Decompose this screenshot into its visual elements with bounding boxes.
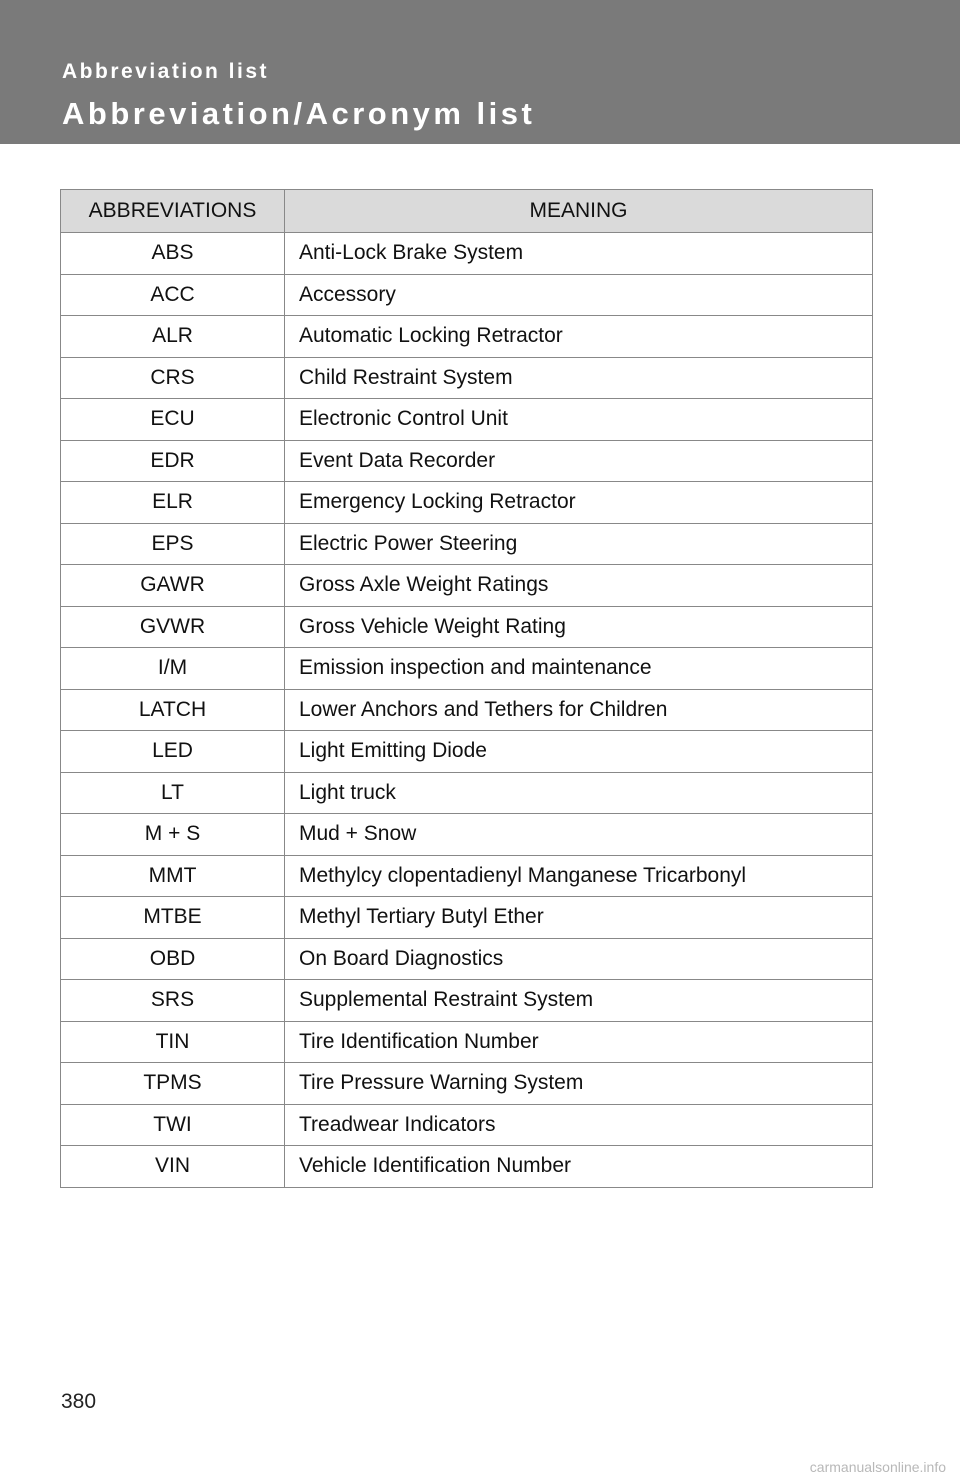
table-header-row	[61, 190, 873, 233]
abbreviation-cell: TIN	[61, 1021, 285, 1063]
abbreviation-cell: I/M	[61, 648, 285, 690]
meaning-cell: Gross Vehicle Weight Rating	[285, 606, 873, 648]
meaning-cell: Lower Anchors and Tethers for Children	[285, 689, 873, 731]
meaning-cell: Event Data Recorder	[285, 440, 873, 482]
table-row	[61, 523, 873, 565]
meaning-cell: Gross Axle Weight Ratings	[285, 565, 873, 607]
table-row	[61, 233, 873, 275]
abbreviation-cell: VIN	[61, 1146, 285, 1188]
table-row	[61, 772, 873, 814]
watermark: carmanualsonline.info	[809, 1459, 946, 1475]
abbreviation-cell: GVWR	[61, 606, 285, 648]
table-row	[61, 731, 873, 773]
abbreviation-cell: EPS	[61, 523, 285, 565]
meaning-cell: Tire Identification Number	[285, 1021, 873, 1063]
table-row	[61, 565, 873, 607]
abbreviation-cell: MMT	[61, 855, 285, 897]
abbreviation-cell: LATCH	[61, 689, 285, 731]
meaning-cell: Light truck	[285, 772, 873, 814]
meaning-cell: On Board Diagnostics	[285, 938, 873, 980]
abbreviation-cell: TPMS	[61, 1063, 285, 1105]
column-header-meaning: MEANING	[285, 190, 873, 233]
meaning-cell: Emission inspection and maintenance	[285, 648, 873, 690]
meaning-cell: Vehicle Identification Number	[285, 1146, 873, 1188]
meaning-cell: Treadwear Indicators	[285, 1104, 873, 1146]
meaning-cell: Supplemental Restraint System	[285, 980, 873, 1022]
table-row	[61, 814, 873, 856]
meaning-cell: Methylcy clopentadienyl Manganese Tricarbonyl	[285, 855, 873, 897]
meaning-cell: Light Emitting Diode	[285, 731, 873, 773]
abbreviation-table	[60, 189, 873, 1188]
abbreviation-cell: CRS	[61, 357, 285, 399]
table-row	[61, 1063, 873, 1105]
table-row	[61, 606, 873, 648]
table-row	[61, 482, 873, 524]
page-header	[0, 0, 960, 144]
abbreviation-cell: ECU	[61, 399, 285, 441]
abbreviation-cell: MTBE	[61, 897, 285, 939]
column-header-abbreviations: ABBREVIATIONS	[61, 190, 285, 233]
table-row	[61, 689, 873, 731]
page-title: Abbreviation/Acronym list	[62, 96, 536, 131]
abbreviation-cell: SRS	[61, 980, 285, 1022]
abbreviation-cell: EDR	[61, 440, 285, 482]
meaning-cell: Methyl Tertiary Butyl Ether	[285, 897, 873, 939]
abbreviation-cell: TWI	[61, 1104, 285, 1146]
table-row	[61, 316, 873, 358]
abbreviation-cell: OBD	[61, 938, 285, 980]
abbreviation-cell: ACC	[61, 274, 285, 316]
table-row	[61, 357, 873, 399]
table-row	[61, 980, 873, 1022]
table-row	[61, 1104, 873, 1146]
abbreviation-cell: LED	[61, 731, 285, 773]
meaning-cell: Emergency Locking Retractor	[285, 482, 873, 524]
table-row	[61, 1021, 873, 1063]
table-row	[61, 648, 873, 690]
abbreviation-cell: LT	[61, 772, 285, 814]
table-row	[61, 897, 873, 939]
section-title: Abbreviation list	[62, 60, 270, 83]
meaning-cell: Anti-Lock Brake System	[285, 233, 873, 275]
table-row	[61, 855, 873, 897]
meaning-cell: Child Restraint System	[285, 357, 873, 399]
meaning-cell: Mud + Snow	[285, 814, 873, 856]
table-row	[61, 440, 873, 482]
abbreviation-cell: ALR	[61, 316, 285, 358]
table-row	[61, 938, 873, 980]
table-row	[61, 399, 873, 441]
meaning-cell: Accessory	[285, 274, 873, 316]
abbreviation-cell: ELR	[61, 482, 285, 524]
abbreviation-cell: GAWR	[61, 565, 285, 607]
abbreviation-cell: M + S	[61, 814, 285, 856]
meaning-cell: Electric Power Steering	[285, 523, 873, 565]
page-number: 380	[61, 1390, 97, 1413]
meaning-cell: Electronic Control Unit	[285, 399, 873, 441]
meaning-cell: Tire Pressure Warning System	[285, 1063, 873, 1105]
abbreviation-cell: ABS	[61, 233, 285, 275]
table-row	[61, 1146, 873, 1188]
table-row	[61, 274, 873, 316]
meaning-cell: Automatic Locking Retractor	[285, 316, 873, 358]
